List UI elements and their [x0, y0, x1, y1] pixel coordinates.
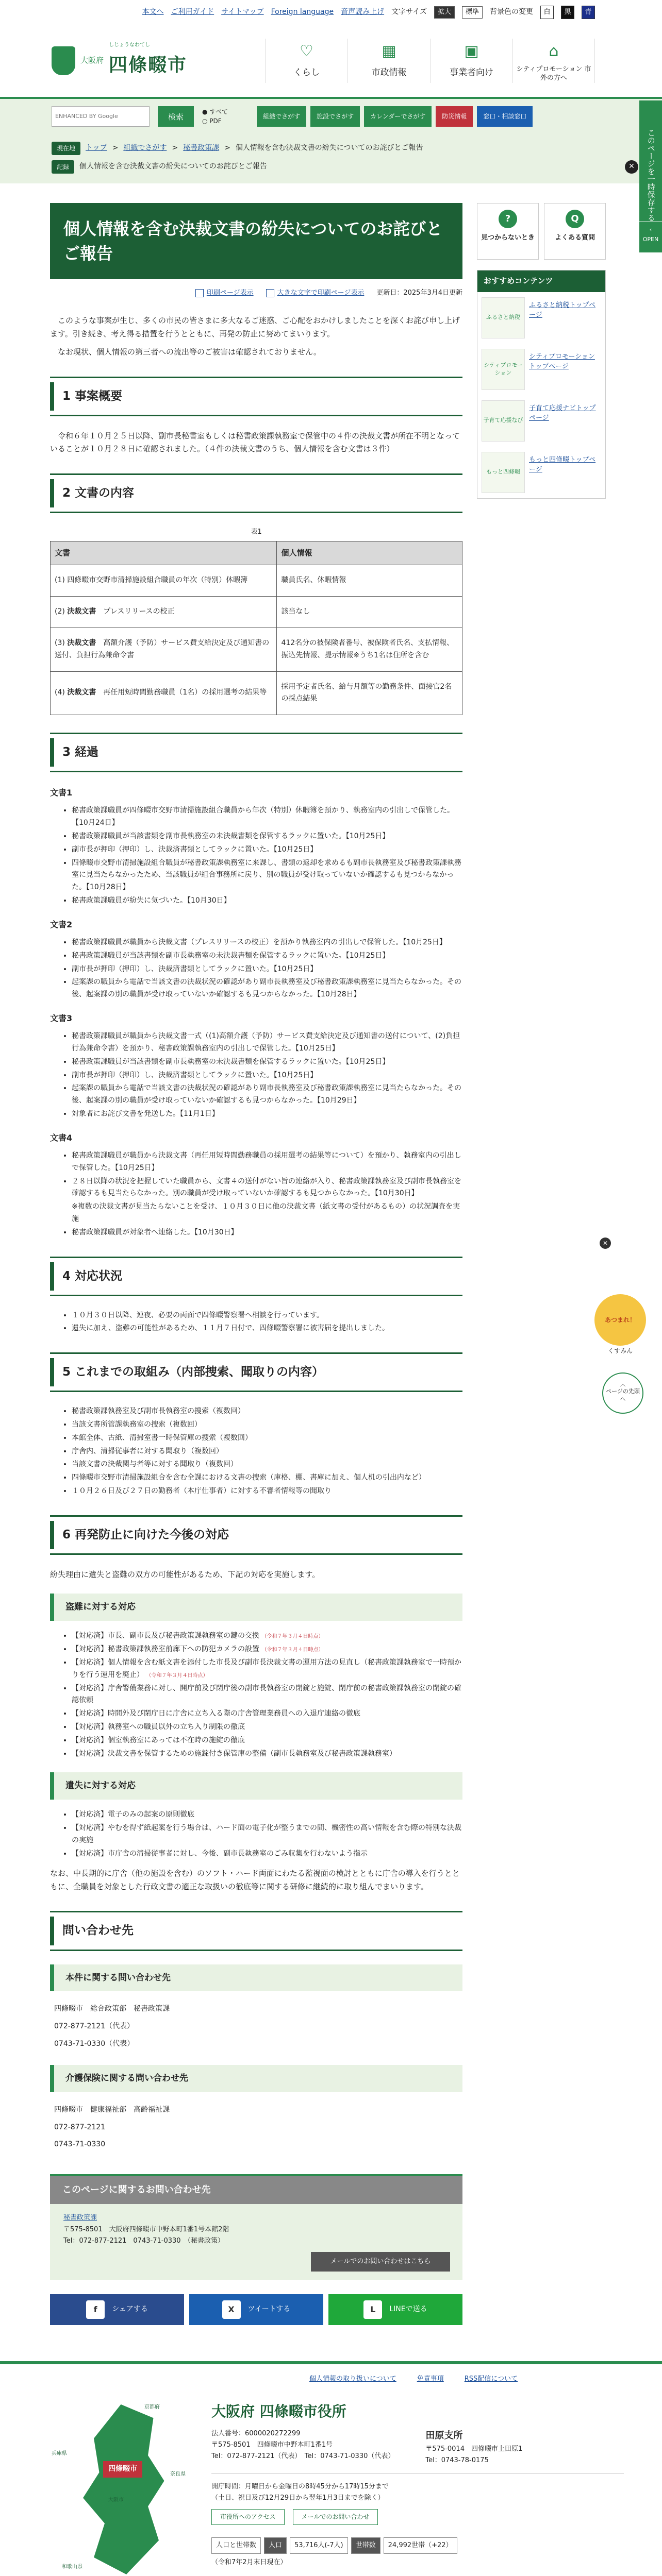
list-item: • 【対応済】やむを得ず紙起案を行う場合は、ハード面の電子化が整うまでの間、機密性の高い情報を含む際の特別な決裁の実施	[72, 1822, 462, 1847]
footer-hours: 開庁時間：月曜日から金曜日の8時45分から17時15分まで （土日、祝日及び12月29日から翌年1月3日までを除く）	[211, 2483, 389, 2502]
list-item: • 秘書政策課職員が当該書類を副市長執務室の未決裁書類を保管するラックに置いた。【10月25日】	[72, 950, 462, 962]
updated-date: 更新日：2025年3月4日更新	[376, 289, 462, 297]
search-opt-pdf[interactable]: ○ PDF	[202, 117, 222, 125]
rss-link[interactable]: RSS配信について	[464, 2375, 518, 2383]
timeline-list	[50, 805, 462, 907]
search-options	[202, 107, 228, 126]
quick-counter-button[interactable]: 窓口・相談窓口	[477, 106, 533, 127]
recommended-thumb: ふるさと納税	[482, 297, 525, 338]
section-heading: 1 事案概要	[50, 377, 462, 416]
history-tag: 記録	[52, 160, 74, 174]
not-found-button[interactable]: ? 見つからないとき	[477, 203, 539, 260]
recommended-thumb: もっと四條畷	[482, 452, 525, 493]
footer-info	[211, 2394, 662, 2576]
footer-mail-button[interactable]: メールでのお問い合わせ	[293, 2509, 378, 2524]
foreign-language-link[interactable]: Foreign language	[271, 8, 334, 16]
gnav-label: くらし	[293, 67, 320, 78]
bg-blue-button[interactable]: 青	[582, 6, 595, 19]
print-icon	[195, 289, 204, 297]
close-icon[interactable]: ✕	[625, 160, 638, 174]
facebook-share-button[interactable]: f シェアする	[50, 2294, 184, 2325]
list-item: • 起案課の職員から電話で当該文書の決裁状況の確認があり副市長執務室及び秘書政策課執務室に見当たらなかった。その後、起案課の別の職員が受け取っていないか確認するも見つからなかった。【10月28日】	[72, 976, 462, 1001]
search-opt-all[interactable]: ● すべて	[202, 108, 228, 115]
side-open-button[interactable]: ‹ OPEN	[639, 222, 662, 252]
list-item: • 四條畷市交野市清掃施設組合職員が秘書政策課執務室に来課し、書類の返却を求めるも副市長執務室及び秘書政策課執務室に見当たらなかったため、当該職員が組合事務所に戻り、別の職員が受け取っていないか確認するも見つからなかった。【10月28日】	[72, 857, 462, 894]
list-item: • 秘書政策課職員が当該書類を副市長執務室の未決裁書類を保管するラックに置いた。【10月25日】	[72, 1056, 462, 1069]
gnav-label: 事業者向け	[450, 67, 493, 78]
page-title: 個人情報を含む決裁文書の紛失についてのお詫びとご報告	[50, 203, 462, 279]
footer-map	[52, 2394, 211, 2576]
doc-title: 文書3	[50, 1013, 73, 1023]
list-item: • 【対応済】個室執務室にあっては不在時の施錠の徹底	[72, 1735, 462, 1747]
gnav-city-info[interactable]	[347, 39, 430, 83]
x-icon: X	[222, 2300, 241, 2319]
mascot-balloon: あつまれ！	[594, 1294, 646, 1346]
timeline-list	[50, 1030, 462, 1121]
list-item: • 副市長が押印（押印）し、決裁済書類としてラックに置いた。【10月25日】	[72, 844, 462, 856]
table-row: (1) 四條畷市交野市清掃施設組合職員の年次（特別）休暇簿 職員氏名、休暇情報	[51, 565, 462, 597]
city-emblem-icon	[52, 46, 75, 75]
subsection-heading: 介護保険に関する問い合わせ先	[50, 2065, 462, 2092]
skip-link[interactable]: 本文へ	[142, 8, 164, 16]
section-heading: 4 対応状況	[50, 1257, 462, 1296]
access-button[interactable]: 市役所へのアクセス	[211, 2509, 285, 2524]
breadcrumb: 現在地 トップ > 組織でさがす > 秘書政策課 > 個人情報を含む決裁文書の紛失についてのお詫びとご報告	[52, 139, 662, 158]
global-nav	[247, 39, 595, 83]
recommended-item[interactable]	[477, 447, 605, 498]
mascot-name: くすみん	[607, 1347, 633, 1354]
section-heading: 2 文書の内容	[50, 473, 462, 513]
divider	[211, 2473, 624, 2474]
list-item: • 秘書政策課職員が当該書類を副市長執務室の未決裁書類を保管するラックに置いた。【10月25日】	[72, 831, 462, 843]
branch-address: 田原支所 〒575-0014 四條畷市上田原1 Tel：0743-78-0175	[425, 2430, 523, 2465]
contact-dept: 四條畷市 総合政策部 秘書政策課	[54, 2005, 170, 2013]
bg-white-button[interactable]: 白	[540, 6, 554, 19]
mascot-close-icon[interactable]: ✕	[600, 1238, 611, 1249]
recommended-thumb: 子育て応援なび	[482, 400, 525, 442]
osaka-map-icon	[72, 2404, 180, 2574]
scroll-top-button[interactable]: ︿ ページの先頭へ	[602, 1372, 643, 1414]
section-text: 紛失理由に遺失と盗難の双方の可能性があるため、下記の対応を実施します。	[50, 1569, 320, 1579]
list-item: • 秘書政策課執務室及び副市長執務室の捜索（複数回）	[72, 1405, 462, 1418]
doc-title: 文書2	[50, 919, 73, 929]
briefcase-icon: ▣	[464, 42, 479, 60]
mail-inquiry-button[interactable]: メールでのお問い合わせはこちら	[311, 2252, 450, 2272]
bg-color-label: 背景色の変更	[490, 8, 533, 16]
x-share-button[interactable]: X ツイートする	[189, 2294, 323, 2325]
map-label: 兵庫県	[52, 2450, 67, 2456]
doc-title: 文書4	[50, 1132, 73, 1143]
loss-measures-list	[50, 1809, 462, 1860]
house-icon: ⌂	[549, 42, 559, 60]
question-icon: Q	[566, 210, 584, 228]
recommended-link[interactable]: もっと四條畷トップページ	[529, 455, 596, 473]
search-band	[0, 97, 662, 134]
contact-tel: 0743-71-0330（代表）	[54, 2039, 135, 2048]
breadcrumb-dept[interactable]: 秘書政策課	[183, 144, 220, 152]
table-row: (3) 決裁文書 高額介護（予防）サービス費支給決定及び通知書の送付、負担行為兼命令書 412名分の被保険者番号、被保険者氏名、支払情報、振込先情報、提示情報※うち1名は住所を含む	[51, 628, 462, 671]
sidebar	[477, 203, 606, 2346]
breadcrumb-current: 個人情報を含む決裁文書の紛失についてのお詫びとご報告	[235, 144, 423, 152]
list-item: • 庁舎内、清掃従事者に対する聞取り（複数回）	[72, 1446, 462, 1458]
population-label: 人口と世帯数	[211, 2537, 261, 2554]
sitemap-link[interactable]: サイトマップ	[221, 8, 264, 16]
title-tools	[50, 287, 462, 299]
list-item: • 秘書政策課職員が職員から決裁文書（再任用短時間勤務職員の採用選考の結果等について）を預かり、執務室内の引出しで保管した。【10月25日】	[72, 1150, 462, 1175]
location-tag: 現在地	[52, 142, 80, 155]
list-item: • 四條畷市交野市清掃施設組合を含む全課における文書の捜索（庫格、棚、書庫に加え、個人机の引出内など）	[72, 1472, 462, 1484]
recommended-heading: おすすめコンテンツ	[477, 270, 605, 292]
line-icon: L	[363, 2300, 382, 2319]
footer-address: 法人番号：6000020272299 〒575-8501 四條畷市中野本町1番1号 Tel：072-877-2121（代表） Tel：0743-71-0330（代表）	[211, 2429, 395, 2460]
inquiry-heading: このページに関するお問い合わせ先	[50, 2176, 462, 2205]
disclaimer-link[interactable]: 免責事項	[417, 2375, 444, 2383]
gnav-business[interactable]	[430, 39, 512, 83]
section-heading: 3 経過	[50, 733, 462, 772]
list-item: • 起案課の職員から電話で当該文書の決裁状況の確認があり副市長執務室及び秘書政策課執務室に見当たらなかった。その後、起案課の別の職員が受け取っていないか確認するも見つからなかった。【10月29日】	[72, 1082, 462, 1107]
site-logo[interactable]	[52, 41, 247, 81]
breadcrumb-band	[0, 134, 662, 183]
large-print-link[interactable]: 大きな文字で印刷ページ表示	[266, 287, 365, 299]
footer-buttons	[211, 2509, 662, 2524]
facebook-icon: f	[86, 2300, 105, 2319]
list-item: • １０月２６日及び２７日の勤務者（本庁仕事者）に対する不審者情報等の聞取り	[72, 1485, 462, 1498]
section-heading: 問い合わせ先	[50, 1911, 462, 1951]
population-title: 人口	[264, 2537, 287, 2554]
list-item: • 【対応済】決裁文書を保管するための施錠付き保管庫の整備（副市長執務室及び秘書政策課執務室）	[72, 1748, 462, 1760]
footer-row	[211, 2428, 662, 2467]
contact-block	[50, 2001, 462, 2053]
gnav-label: シティプロモーション 市外の方へ	[516, 65, 591, 82]
font-standard-button[interactable]: 標準	[462, 6, 483, 19]
list-item: • 本館全体、古紙、清掃室書一時保管庫の捜索（複数回）	[72, 1432, 462, 1445]
guide-link[interactable]: ご利用ガイド	[171, 8, 214, 16]
logo-ruby: しじょうなわてし	[109, 42, 151, 48]
list-item: • 【対応済】市庁舎の清掃従事者に対し、今後、副市長執務室のごみ収集を行わないよう指示	[72, 1848, 462, 1860]
gnav-promotion[interactable]	[512, 39, 595, 83]
section-heading: 5 これまでの取組み（内部捜索、聞取りの内容）	[50, 1352, 462, 1392]
footer-main	[0, 2394, 662, 2576]
contact-tel: 0743-71-0330	[54, 2140, 106, 2149]
section-heading: 6 再発防止に向けた今後の対応	[50, 1515, 462, 1555]
list-item: • ２８日以降の状況を把握していた職員から、文書４の送付がない旨の連絡が入り、秘書政策課執務室及び副市長執務室を確認するも見当たらなかった。別の職員が受け取っていないか確認するも見つからなかった。【10月30日】	[72, 1176, 462, 1200]
list-item: • 秘書政策課職員が職員から決裁文書（プレスリリースの校正）を預かり執務室内の引出しで保管した。【10月25日】	[72, 937, 462, 949]
timeline-list	[50, 937, 462, 1001]
chevron-up-icon: ︿	[620, 1381, 626, 1387]
gnav-living[interactable]	[265, 39, 347, 83]
table-row: (4) 決裁文書 再任用短時間勤務職員（1名）の採用選考の結果等 採用予定者氏名、給与月額等の勤務条件、面接官2名の採点結果	[51, 671, 462, 715]
map-label: 大阪市	[108, 2497, 124, 2503]
population-value: 53,716人(-7人)	[290, 2537, 348, 2554]
main-content	[50, 203, 462, 2346]
city-badge: 四條畷市	[103, 2461, 142, 2478]
save-page-tab[interactable]: このページを一時保存する	[639, 100, 662, 250]
list-item: • 当該文書所管課執務室の捜索（複数回）	[72, 1419, 462, 1431]
faq-button[interactable]: Q よくある質問	[544, 203, 606, 260]
list-item: • 副市長が押印（押印）し、決裁済書類としてラックに置いた。【10月25日】	[72, 1070, 462, 1082]
history-row	[52, 158, 662, 176]
list-item: ※複数の決裁文書が見当たらないことを受け、１０月３０日に他の決裁文書（紙文書の受付があるもの）の状況調査を実施	[72, 1202, 460, 1223]
chevron-left-icon: ‹	[649, 226, 652, 233]
quick-org-button[interactable]: 組織でさがす	[257, 106, 306, 127]
list-item: • 副市長が押印（押印）し、決裁済書類としてラックに置いた。【10月25日】	[72, 963, 462, 976]
recommended-item[interactable]	[477, 292, 605, 344]
list-item: • 秘書政策課職員が対象者へ連絡した。【10月30日】	[72, 1227, 462, 1239]
quick-buttons	[257, 106, 533, 127]
map-label: 京都府	[144, 2404, 160, 2410]
subsection-heading: 盗難に対する対応	[50, 1594, 462, 1621]
subsection-heading: 本件に関する問い合わせ先	[50, 1964, 462, 1992]
read-aloud-link[interactable]: 音声読み上げ	[341, 8, 385, 16]
list-item: • 【対応済】市長、副市長及び秘書政策課執務室の鍵の交換 （令和７年３月４日時点）	[72, 1630, 462, 1642]
list-item: • 【対応済】個人情報を含む紙文書を添付した市長及び副市長決裁文書の運用方法の見直し（秘書政策課執務室で一時預かりを行う運用を廃止） （令和７年３月４日時点）	[72, 1657, 462, 1682]
list-item: • １０月３０日以降、連夜、必要の両面で四條畷警察署へ相談を行っています。	[72, 1310, 462, 1322]
map-label: 和歌山県	[62, 2564, 82, 2570]
list-item: • 秘書政策課職員が職員から決裁文書一式（(1)高額介護（予防）サービス費支給決定及び通知書の送付について、(2)負担行為兼命令書）を預かり、秘書政策課執務室内の引出しで保管した。【10月25日】	[72, 1030, 462, 1055]
recommended-link[interactable]: シティプロモーショントップページ	[529, 352, 595, 370]
contact-block	[50, 2102, 462, 2154]
logo-city-name: 四條畷市	[109, 54, 188, 76]
breadcrumb-org[interactable]: 組織でさがす	[123, 144, 167, 152]
list-item: • 秘書政策課職員が四條畷市交野市清掃施設組合職員から年次（特別）休暇簿を預かり、執務室内の引出しで保管した。【10月24日】	[72, 805, 462, 829]
contact-dept: 四條畷市 健康福祉部 高齢福祉課	[54, 2106, 170, 2114]
households-title: 世帯数	[351, 2537, 380, 2554]
subsection-heading: 遺失に対する対応	[50, 1772, 462, 1800]
contact-tel: 072-877-2121（代表）	[54, 2022, 135, 2030]
heart-icon: ♡	[300, 42, 313, 60]
list-item: • 秘書政策課職員が紛失に気づいた。【10月30日】	[72, 895, 462, 907]
aside-buttons	[477, 203, 606, 260]
list-item: • 【対応済】秘書政策課執務室前廊下への防犯カメラの設置 （令和７年３月４日時点）	[72, 1643, 462, 1656]
font-size-label: 文字サイズ	[391, 8, 427, 16]
inquiry-body	[50, 2204, 462, 2279]
intro-text: このような事案が生じ、多くの市民の皆さまに多大なるご迷惑、ご心配をおかけしましたことを深くお詫び申し上げます。引き続き、考え得る措置を行うとともに、再発の防止に努めてまいります。	[50, 316, 460, 338]
table-header: 個人情報	[277, 541, 462, 565]
inquiry-dept-link[interactable]: 秘書政策課	[63, 2214, 97, 2222]
font-large-button[interactable]: 拡大	[434, 6, 455, 19]
efforts-list	[50, 1405, 462, 1498]
footer-title: 大阪府 四條畷市役所	[211, 2402, 346, 2420]
list-item: • 対象者にお詫び文書を発送した。【11月1日】	[72, 1108, 462, 1121]
breadcrumb-top[interactable]: トップ	[86, 144, 107, 152]
mascot-banner[interactable]	[592, 1294, 649, 1366]
quick-facility-button[interactable]: 施設でさがす	[310, 106, 360, 127]
population-note: （令和7年2月末日現在）	[211, 2558, 287, 2566]
magnifier-icon: ?	[499, 210, 517, 228]
building-icon: ▦	[382, 42, 396, 60]
history-item[interactable]: 個人情報を含む決裁文書の紛失についてのお詫びとご報告	[79, 162, 267, 171]
recommended-item[interactable]	[477, 395, 605, 447]
utility-bar	[0, 0, 662, 25]
section-text: 令和６年１０月２５日以降、副市長秘書室もしくは秘書政策課執務室で保管中の４件の決裁文書が所在不明となっていることが１０月２８日に確認されました。（４件の決裁文書のうち、個人情報を含む文書は３件）	[50, 431, 460, 454]
recommended-link[interactable]: 子育て応援ナビトップページ	[529, 404, 596, 422]
search-button[interactable]: 検索	[158, 106, 194, 127]
inquiry-addr: 〒575-8501 大阪府四條畷市中野本町1番1号本館2階	[63, 2225, 229, 2233]
intro-text-2: なお現状、個人情報の第三者への流出等のご被害は確認されておりません。	[58, 347, 321, 357]
table-header: 文書	[51, 541, 277, 565]
list-item: • 【対応済】庁舎警備業務に対し、開庁前及び閉庁後の副市長執務室の閉錠と施錠、閉庁前の秘書政策課執務室の閉錠の確認依頼	[72, 1683, 462, 1707]
households-value: 24,992世帯（+22）	[384, 2537, 457, 2554]
quick-disaster-button[interactable]: 防災情報	[436, 106, 473, 127]
list-item: • 【対応済】執務室への職員以外の立ち入り制限の徹底	[72, 1721, 462, 1734]
theft-measures-list	[50, 1630, 462, 1760]
list-item: • 遺失に加え、盗難の可能性があるため、１１月７日付で、四條畷警察署に被害届を提出しました。	[72, 1323, 462, 1335]
print-large-icon	[266, 289, 274, 297]
map-label: 奈良県	[170, 2471, 186, 2477]
quick-calendar-button[interactable]: カレンダーでさがす	[364, 106, 432, 127]
privacy-link[interactable]: 個人情報の取り扱いについて	[309, 2375, 396, 2383]
timeline-list	[50, 1150, 462, 1239]
line-share-button[interactable]: L LINEで送る	[328, 2294, 462, 2325]
doc-title: 文書1	[50, 788, 73, 798]
recommended-item[interactable]	[477, 344, 605, 395]
status-list	[50, 1310, 462, 1335]
bg-black-button[interactable]: 黒	[561, 6, 574, 19]
list-item: • 【対応済】電子のみの起案の原則徹底	[72, 1809, 462, 1821]
contact-tel: 072-877-2121	[54, 2123, 106, 2131]
list-item: • 当該文書の決裁関与者等に対する聞取り（複数回）	[72, 1459, 462, 1471]
search-input[interactable]: ENHANCED BY Google	[52, 106, 150, 127]
table-row: (2) 決裁文書 プレスリリースの校正 該当なし	[51, 597, 462, 628]
main-wrap	[0, 203, 662, 2346]
recommended-box	[477, 270, 606, 499]
footer-links	[0, 2361, 662, 2394]
share-row	[50, 2294, 462, 2325]
print-link[interactable]: 印刷ページ表示	[195, 287, 254, 299]
table-caption: 表1	[251, 528, 262, 536]
gnav-label: 市政情報	[371, 67, 407, 78]
documents-table	[50, 527, 462, 715]
inquiry-box	[50, 2174, 462, 2280]
recommended-thumb: シティプロモーション	[482, 349, 525, 390]
list-item: • 【対応済】時間外及び閉庁日に庁舎に立ち入る際の庁舎管理業務員への入退庁連絡の徹底	[72, 1708, 462, 1720]
logo-pref: 大阪府	[80, 56, 104, 65]
population-row	[211, 2537, 662, 2554]
recommended-link[interactable]: ふるさと納税トップページ	[529, 301, 596, 319]
site-header	[0, 25, 662, 97]
site-footer	[0, 2361, 662, 2576]
section-text: なお、中長期的に庁舎（他の施設を含む）のソフト・ハード両面にわたる監視面の検討とともに庁舎の導入を行うとともに、全職員を対象とした行政文書の適正な取扱いの徹底等に関する研修に継続的に取り組んでまいります。	[50, 1869, 460, 1891]
inquiry-tel: Tel：072-877-2121 0743-71-0330 （秘書政策）	[63, 2236, 225, 2245]
